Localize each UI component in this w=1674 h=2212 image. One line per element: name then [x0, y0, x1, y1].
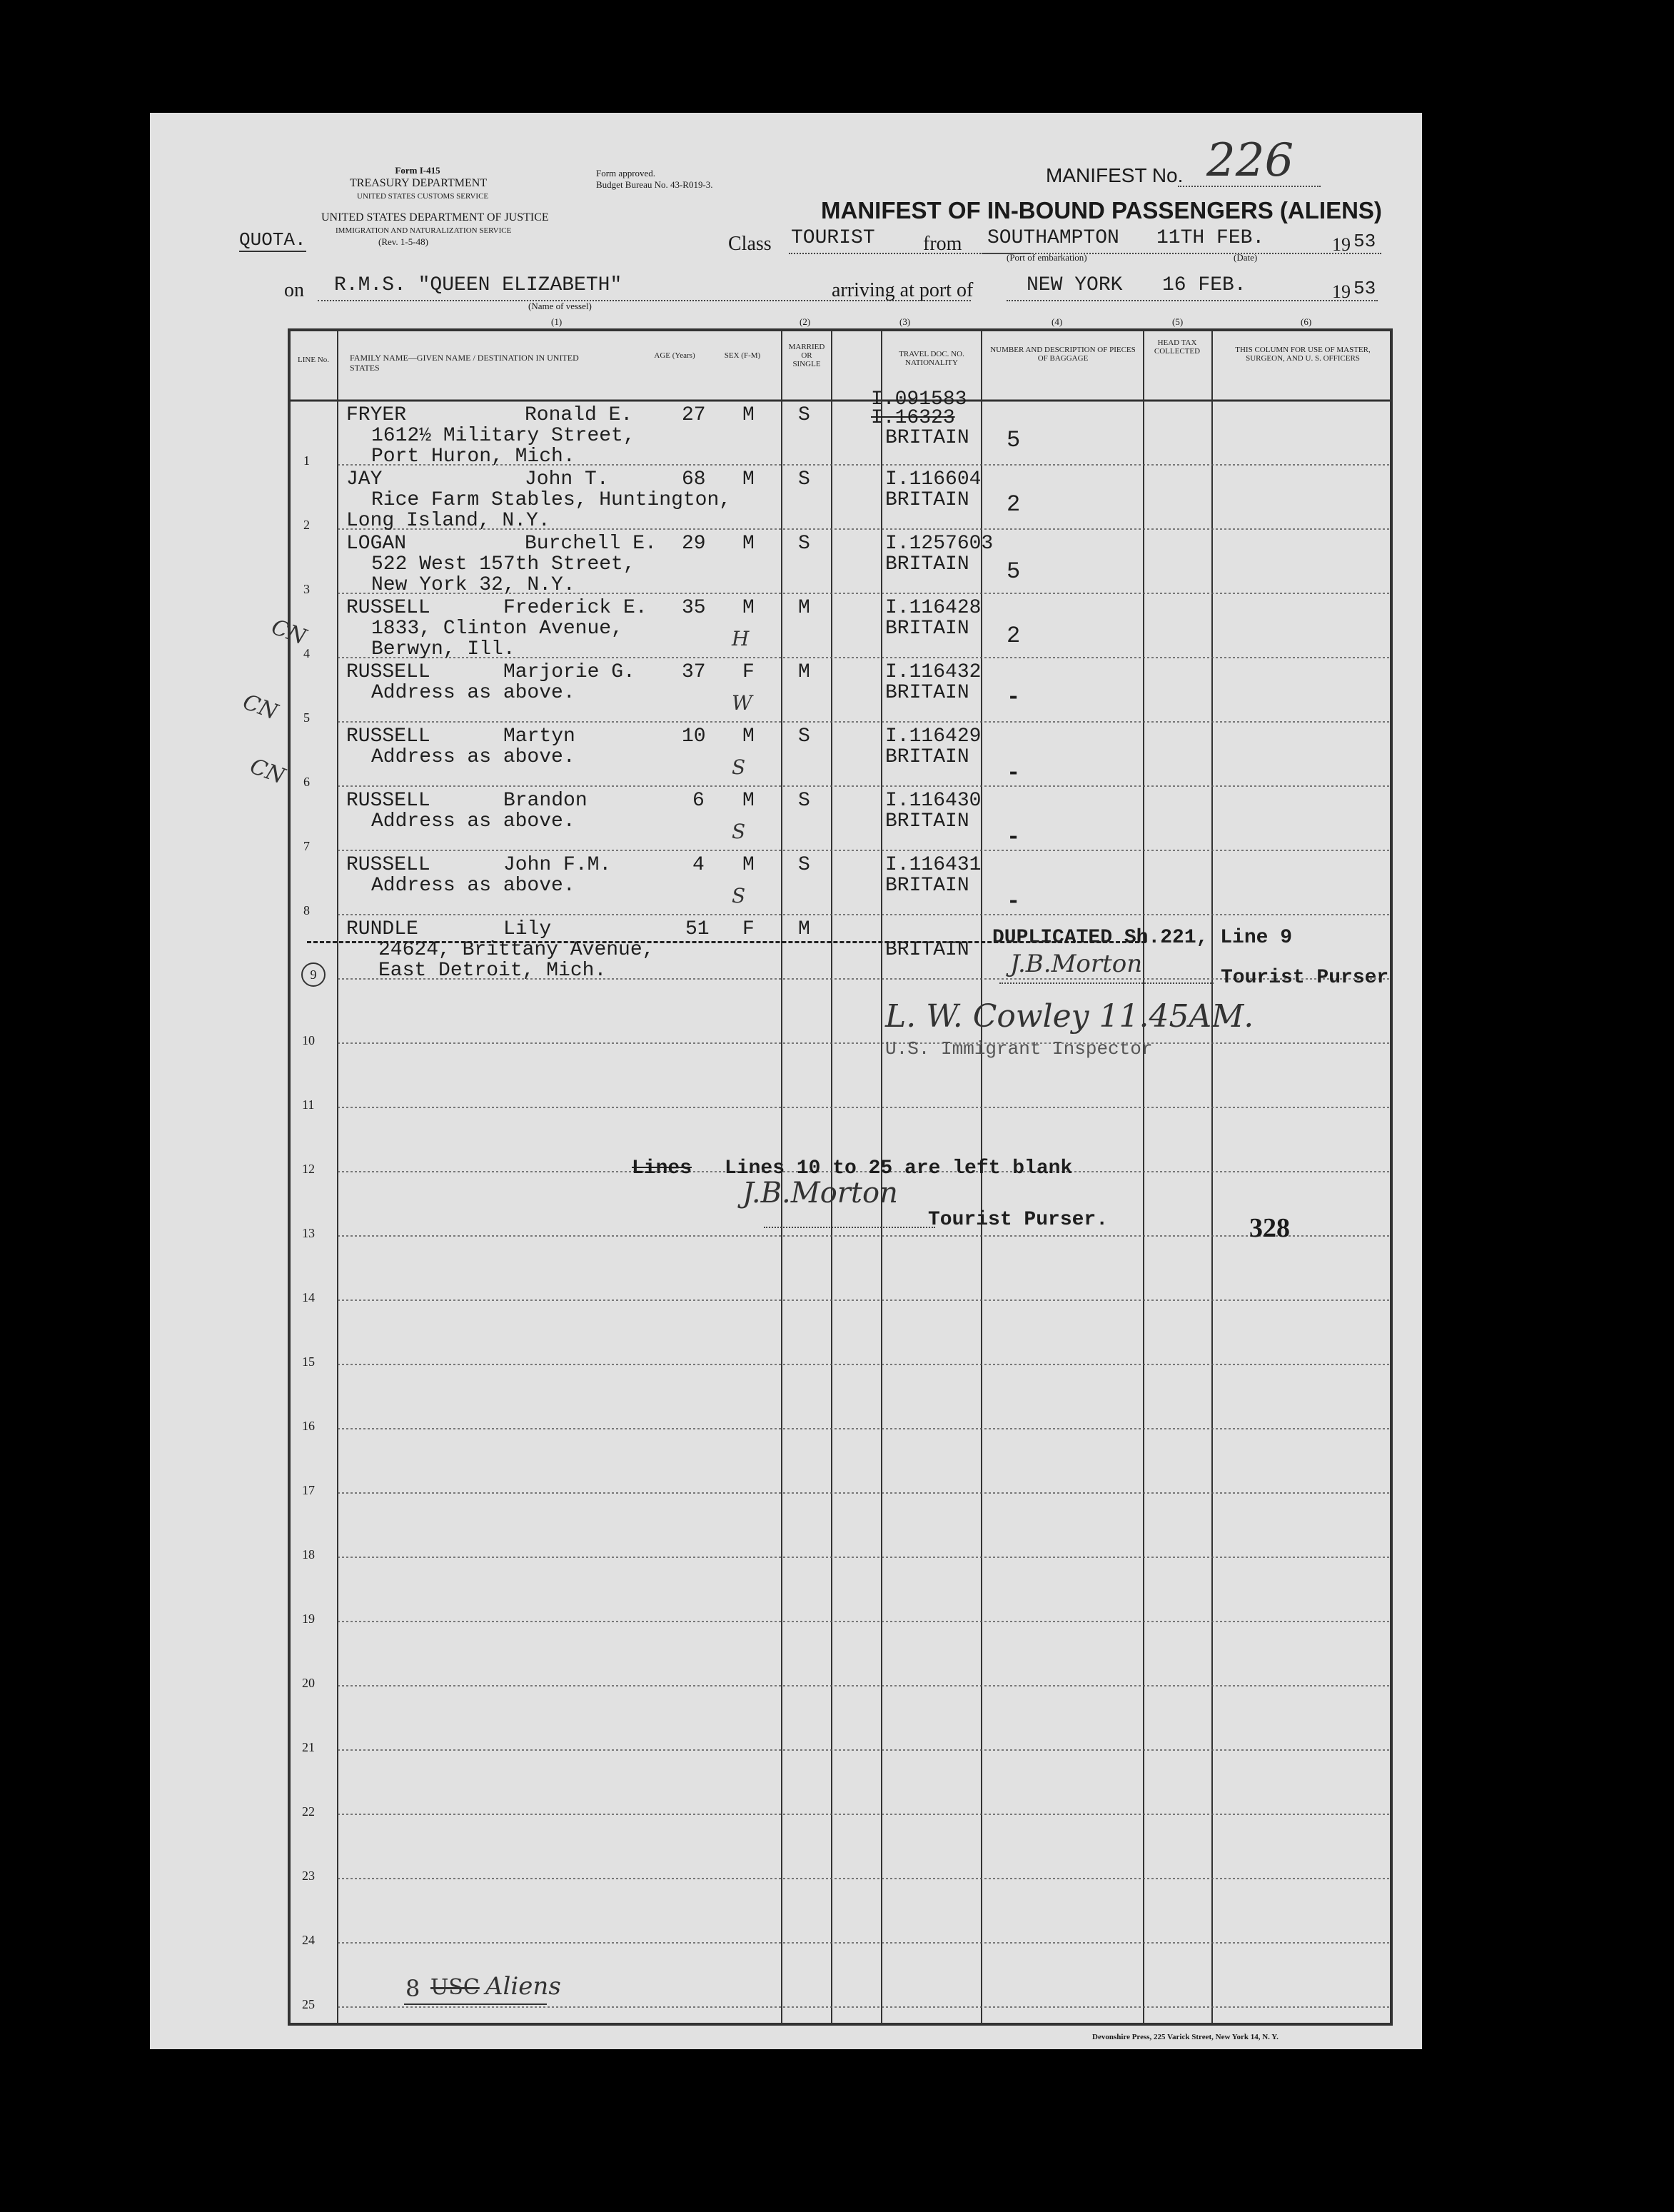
- inspector-label: U.S. Immigrant Inspector: [885, 1038, 1153, 1060]
- from-label: from: [923, 233, 962, 255]
- sex: M: [742, 533, 755, 555]
- date-caption: (Date): [1234, 252, 1258, 263]
- line-number: 7: [303, 839, 310, 853]
- family-name: RUSSELL: [346, 661, 430, 683]
- col-head-name: FAMILY NAME—GIVEN NAME / DESTINATION IN UNITED STATES: [350, 353, 579, 373]
- line-number: 18: [302, 1547, 315, 1562]
- purser-signature: J.B.Morton: [1010, 950, 1143, 978]
- col-num-1: (1): [551, 316, 563, 327]
- nationality: BRITAIN: [885, 875, 969, 897]
- sex: M: [742, 468, 755, 491]
- marital-status: M: [798, 918, 810, 940]
- line-number: 4: [303, 646, 310, 660]
- given-name: Brandon: [503, 790, 588, 812]
- col-head-travel-doc: TRAVEL DOC. NO. NATIONALITY: [899, 350, 964, 367]
- year-prefix: 19: [1332, 234, 1351, 255]
- sex: F: [742, 918, 755, 940]
- line-number: 20: [302, 1676, 315, 1690]
- year-arrival: 53: [1353, 278, 1376, 299]
- side-mark: S: [732, 755, 746, 779]
- col-head-line-no: LINE No.: [298, 356, 329, 364]
- line-number: 17: [302, 1483, 315, 1497]
- budget-bureau: Budget Bureau No. 43-R019-3.: [596, 179, 713, 190]
- line-number: 23: [302, 1869, 315, 1883]
- given-name: Ronald E.: [525, 404, 633, 426]
- manifest-no-label: MANIFEST No.: [1046, 164, 1184, 186]
- form-approved: Form approved.: [596, 168, 656, 179]
- side-mark: S: [732, 884, 746, 908]
- on-label: on: [284, 279, 304, 301]
- col-num-4: (4): [1052, 316, 1063, 327]
- col-head-baggage: NUMBER AND DESCRIPTION OF PIECES OF BAGGAGE: [990, 346, 1136, 363]
- arriving-label: arriving at port of: [832, 279, 974, 301]
- nationality: BRITAIN: [885, 746, 969, 768]
- age: 4: [692, 854, 705, 876]
- address-line-1: 24624, Brittany Avenue,: [378, 939, 655, 961]
- travel-doc: I.1257603: [885, 533, 994, 555]
- class-label: Class: [728, 233, 772, 255]
- line-number: 19: [302, 1612, 315, 1626]
- side-mark: H: [732, 627, 750, 650]
- line-number: 14: [302, 1290, 315, 1304]
- given-name: John F.M.: [503, 854, 612, 876]
- date-embarkation: 11TH FEB.: [1156, 227, 1265, 249]
- line-number: 1: [303, 453, 310, 468]
- col-head-age: AGE (Years): [654, 351, 695, 360]
- port-embark-caption: (Port of embarkation): [1007, 252, 1087, 263]
- manifest-title: MANIFEST OF IN-BOUND PASSENGERS (ALIENS): [821, 197, 1382, 223]
- treasury-label: TREASURY DEPARTMENT: [350, 177, 488, 189]
- family-name: LOGAN: [346, 533, 407, 555]
- customs-label: UNITED STATES CUSTOMS SERVICE: [357, 192, 489, 201]
- address-line-1: Address as above.: [371, 810, 575, 833]
- family-name: RUSSELL: [346, 597, 430, 619]
- date-arrival: 16 FEB.: [1162, 274, 1246, 296]
- age: 35: [682, 597, 706, 619]
- ruled-table: [150, 113, 1422, 2049]
- class-value: TOURIST: [791, 227, 875, 249]
- address-line-1: 1612½ Military Street,: [371, 425, 635, 447]
- aliens-word: Aliens: [485, 1972, 561, 2001]
- travel-doc: I.116429: [885, 725, 982, 748]
- blank-lines-note: Lines 10 to 25 are left blank: [725, 1157, 1073, 1180]
- rev-label: (Rev. 1-5-48): [378, 236, 428, 247]
- purser-signature-2: J.B.Morton: [742, 1177, 898, 1210]
- travel-doc: I.116431: [885, 854, 982, 876]
- baggage-count: -: [1007, 684, 1021, 710]
- baggage-count: 2: [1007, 491, 1021, 518]
- vessel-caption: (Name of vessel): [528, 301, 592, 311]
- sex: M: [742, 725, 755, 748]
- col-num-3: (3): [899, 316, 911, 327]
- marital-status: S: [798, 533, 810, 555]
- line-number-9-circled: 9: [301, 962, 326, 987]
- given-name: Lily: [503, 918, 552, 940]
- travel-doc: I.116432: [885, 661, 982, 683]
- address-line-2: Port Huron, Mich.: [371, 446, 575, 468]
- inspector-signature: L. W. Cowley 11.45AM.: [885, 998, 1254, 1035]
- justice-label: UNITED STATES DEPARTMENT OF JUSTICE: [321, 211, 549, 223]
- vessel-name: R.M.S. "QUEEN ELIZABETH": [334, 274, 622, 296]
- line-number: 13: [302, 1226, 315, 1240]
- line-number: 21: [302, 1740, 315, 1754]
- given-name: Burchell E.: [525, 533, 657, 555]
- line-number: 2: [303, 518, 310, 532]
- age: 37: [682, 661, 706, 683]
- nationality: BRITAIN: [885, 939, 969, 961]
- baggage-count: 5: [1007, 427, 1021, 453]
- col-head-head-tax: HEAD TAX COLLECTED: [1154, 338, 1201, 356]
- sex: M: [742, 790, 755, 812]
- printer-footer: Devonshire Press, 225 Varick Street, New York 14, N. Y.: [1092, 2033, 1279, 2041]
- address-line-2: New York 32, N.Y.: [371, 574, 575, 596]
- col-num-6: (6): [1301, 316, 1312, 327]
- line-number: 10: [302, 1033, 315, 1047]
- col-head-married: MARRIED OR SINGLE: [788, 343, 825, 368]
- ins-label: IMMIGRATION AND NATURALIZATION SERVICE: [336, 226, 512, 235]
- given-name: Martyn: [503, 725, 575, 748]
- age: 29: [682, 533, 706, 555]
- marital-status: M: [798, 597, 810, 619]
- given-name: Frederick E.: [503, 597, 647, 619]
- aliens-struck: USC: [430, 1975, 480, 2000]
- line-number: 8: [303, 903, 310, 918]
- family-name: RUSSELL: [346, 790, 430, 812]
- family-name: RUSSELL: [346, 854, 430, 876]
- line-number: 5: [303, 710, 310, 725]
- nationality: BRITAIN: [885, 553, 969, 575]
- baggage-count: -: [1007, 760, 1021, 786]
- col-num-5: (5): [1172, 316, 1184, 327]
- family-name: FRYER: [346, 404, 407, 426]
- nationality: BRITAIN: [885, 810, 969, 833]
- family-name: RUNDLE: [346, 918, 418, 940]
- side-mark: W: [732, 691, 752, 715]
- age: 6: [692, 790, 705, 812]
- address-line-1: Rice Farm Stables, Huntington,: [371, 489, 732, 511]
- line-number: 6: [303, 775, 310, 789]
- baggage-count: -: [1007, 824, 1021, 850]
- blank-note-struck: Lines: [632, 1157, 692, 1180]
- address-line-2: East Detroit, Mich.: [378, 960, 607, 982]
- marital-status: M: [798, 661, 810, 683]
- marital-status: S: [798, 790, 810, 812]
- travel-doc: I.091583: [871, 388, 967, 411]
- margin-mark-cn: CN: [246, 753, 288, 790]
- nationality: BRITAIN: [885, 618, 969, 640]
- margin-mark-cn: CN: [268, 614, 310, 650]
- port-arrival: NEW YORK: [1027, 274, 1123, 296]
- age: 27: [682, 404, 706, 426]
- page-count: 328: [1249, 1213, 1290, 1243]
- col-num-2: (2): [800, 316, 811, 327]
- age: 68: [682, 468, 706, 491]
- nationality: BRITAIN: [885, 682, 969, 704]
- side-mark: S: [732, 820, 746, 843]
- manifest-sheet: [150, 113, 1422, 2049]
- travel-doc: I.116430: [885, 790, 982, 812]
- address-line-2: Berwyn, Ill.: [371, 638, 515, 660]
- address-line-1: Address as above.: [371, 682, 575, 704]
- margin-mark-cn: CN: [239, 689, 281, 725]
- travel-doc: I.116428: [885, 597, 982, 619]
- tourist-purser-label: Tourist Purser.: [928, 1209, 1109, 1231]
- duplicated-note: DUPLICATED Sh.221, Line 9: [992, 927, 1293, 949]
- marital-status: S: [798, 404, 810, 426]
- sex: F: [742, 661, 755, 683]
- address-line-1: Address as above.: [371, 875, 575, 897]
- purser-label: Tourist Purser: [1221, 967, 1389, 989]
- travel-doc-struck: I.16323: [871, 407, 955, 429]
- marital-status: S: [798, 854, 810, 876]
- line-number: 12: [302, 1162, 315, 1176]
- line-number: 3: [303, 582, 310, 596]
- baggage-count: 2: [1007, 623, 1021, 649]
- given-name: Marjorie G.: [503, 661, 635, 683]
- quota-label: QUOTA.: [239, 229, 306, 251]
- age: 10: [682, 725, 706, 748]
- sex: M: [742, 404, 755, 426]
- address-line-1: Address as above.: [371, 746, 575, 768]
- given-name: John T.: [525, 468, 609, 491]
- travel-doc: I.116604: [885, 468, 982, 491]
- aliens-count: 8: [405, 1975, 420, 2002]
- address-line-1: 522 West 157th Street,: [371, 553, 635, 575]
- family-name: RUSSELL: [346, 725, 430, 748]
- marital-status: S: [798, 468, 810, 491]
- col-head-sex: SEX (F-M): [724, 351, 761, 360]
- line-number: 25: [302, 1997, 315, 2011]
- year-prefix-arrival: 19: [1332, 281, 1351, 302]
- line-number: 24: [302, 1933, 315, 1947]
- baggage-count: -: [1007, 888, 1021, 915]
- sex: M: [742, 854, 755, 876]
- line-number: 11: [302, 1097, 315, 1112]
- sex: M: [742, 597, 755, 619]
- year-embarkation: 53: [1353, 231, 1376, 252]
- col-head-officers: THIS COLUMN FOR USE OF MASTER, SURGEON, AND U. S. OFFICERS: [1235, 346, 1371, 363]
- baggage-count: 5: [1007, 558, 1021, 585]
- nationality: BRITAIN: [885, 427, 969, 449]
- line-number: 15: [302, 1354, 315, 1369]
- address-line-1: 1833, Clinton Avenue,: [371, 618, 623, 640]
- family-name: JAY: [346, 468, 383, 491]
- manifest-number: 226: [1206, 134, 1294, 187]
- line-number: 16: [302, 1419, 315, 1433]
- port-embarkation: SOUTHAMPTON: [987, 227, 1119, 249]
- form-number: Form I-415: [395, 165, 440, 176]
- nationality: BRITAIN: [885, 489, 969, 511]
- age: 51: [685, 918, 710, 940]
- marital-status: S: [798, 725, 810, 748]
- line-number: 22: [302, 1804, 315, 1819]
- address-line-2: Long Island, N.Y.: [346, 510, 550, 532]
